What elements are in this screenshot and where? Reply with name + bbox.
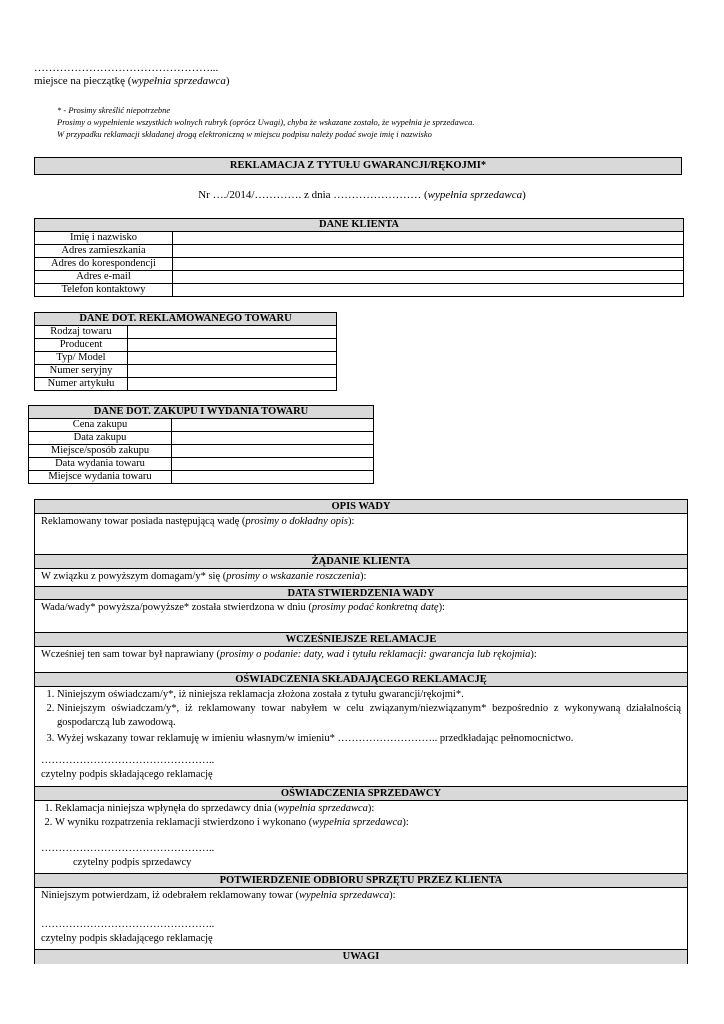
purchase-label: Data wydania towaru xyxy=(29,458,172,471)
client-statements-header: OŚWIADCZENIA SKŁADAJĄCEGO REKLAMACJĘ xyxy=(35,673,687,687)
purchase-field[interactable] xyxy=(172,419,374,432)
product-label: Numer artykułu xyxy=(35,378,128,391)
client-statement-item: 2. Niniejszym oświadczam/y*, iż reklamowany towar nabyłem w celu związanym/niezwiązanym* bezpośrednio z wykonywaną działalnością gospodarczą lub zawodową. xyxy=(57,702,681,730)
client-data-table xyxy=(34,218,684,297)
product-field[interactable] xyxy=(128,326,337,339)
product-field[interactable] xyxy=(128,339,337,352)
previous-claims-header: WCZEŚNIEJSZE RELAMACJE xyxy=(35,633,687,647)
client-statement-item: 1. Niniejszym oświadczam/y*, iż niniejsza reklamacja złożona została z tytułu gwarancji/rękojmi*. xyxy=(57,688,681,702)
demand-header: ŻĄDANIE KLIENTA xyxy=(35,555,687,569)
purchase-data-header: DANE DOT. ZAKUPU I WYDANIA TOWARU xyxy=(29,406,374,419)
demand-section[interactable] xyxy=(35,555,687,586)
seller-signature-dots[interactable]: ………………………………………….. xyxy=(41,843,215,854)
client-label: Imię i nazwisko xyxy=(35,232,173,245)
receipt-signature-dots[interactable]: ………………………………………….. xyxy=(41,919,215,930)
purchase-label: Miejsce wydania towaru xyxy=(29,471,172,484)
claim-sections xyxy=(34,499,688,964)
client-statement-item: 3. Wyżej wskazany towar reklamuję w imieniu własnym/w imieniu* ……………………….. przedkładając pełnomocnictwo. xyxy=(57,732,681,746)
seller-signature-label: czytelny podpis sprzedawcy xyxy=(73,857,192,868)
stamp-dots: …………………………………………... xyxy=(34,62,219,74)
purchase-field[interactable] xyxy=(172,458,374,471)
client-signature-dots[interactable]: ………………………………………….. xyxy=(41,755,215,766)
purchase-field[interactable] xyxy=(172,445,374,458)
seller-statements-header: OŚWIADCZENIA SPRZEDAWCY xyxy=(35,787,687,801)
product-data-header: DANE DOT. REKLAMOWANEGO TOWARU xyxy=(35,313,337,326)
seller-statement-item[interactable]: 1. Reklamacja niniejsza wpłynęła do sprzedawcy dnia (wypełnia sprzedawca): xyxy=(55,802,681,816)
instruction-2: Prosimy o wypełnienie wszystkich wolnych rubryk (oprócz Uwagi), chyba że wskazane zostało, że wypełnia je sprzedawca. xyxy=(57,117,475,127)
instruction-1: * - Prosimy skreślić niepotrzebne xyxy=(57,105,171,115)
product-field[interactable] xyxy=(128,378,337,391)
defect-text: Reklamowany towar posiada następującą wadę (prosimy o dokładny opis): xyxy=(41,516,355,527)
form-title: REKLAMACJA Z TYTUŁU GWARANCJI/RĘKOJMI* xyxy=(34,157,682,175)
client-label: Adres do korespondencji xyxy=(35,258,173,271)
client-field[interactable] xyxy=(173,245,684,258)
purchase-label: Data zakupu xyxy=(29,432,172,445)
product-field[interactable] xyxy=(128,352,337,365)
seller-statements-section xyxy=(35,787,687,874)
client-field[interactable] xyxy=(173,284,684,297)
defect-header: OPIS WADY xyxy=(35,500,687,514)
date-found-section[interactable] xyxy=(35,586,687,633)
receipt-text: Niniejszym potwierdzam, iż odebrałem reklamowany towar (wypełnia sprzedawca): xyxy=(41,890,396,901)
product-label: Typ/ Model xyxy=(35,352,128,365)
client-label: Adres e-mail xyxy=(35,271,173,284)
product-field[interactable] xyxy=(128,365,337,378)
previous-claims-text: Wcześniej ten sam towar był naprawiany (prosimy o podanie: daty, wad i tytułu reklamacji: gwarancja lub rękojmia): xyxy=(41,649,537,660)
product-label: Producent xyxy=(35,339,128,352)
stamp-label: miejsce na pieczątkę (wypełnia sprzedawca) xyxy=(34,75,230,87)
purchase-field[interactable] xyxy=(172,471,374,484)
product-label: Numer seryjny xyxy=(35,365,128,378)
purchase-label: Cena zakupu xyxy=(29,419,172,432)
product-label: Rodzaj towaru xyxy=(35,326,128,339)
client-field[interactable] xyxy=(173,258,684,271)
client-signature-label: czytelny podpis składającego reklamację xyxy=(41,769,213,780)
client-statements-section xyxy=(35,673,687,787)
client-field[interactable] xyxy=(173,271,684,284)
client-label: Telefon kontaktowy xyxy=(35,284,173,297)
receipt-signature-label: czytelny podpis składającego reklamację xyxy=(41,933,213,944)
defect-section[interactable] xyxy=(35,500,687,555)
receipt-header: POTWIERDZENIE ODBIORU SPRZĘTU PRZEZ KLIENTA xyxy=(35,874,687,888)
client-field[interactable] xyxy=(173,232,684,245)
product-data-table xyxy=(34,312,337,391)
seller-statement-item[interactable]: 2. W wyniku rozpatrzenia reklamacji stwierdzono i wykonano (wypełnia sprzedawca): xyxy=(55,816,681,830)
purchase-data-table xyxy=(28,405,374,484)
client-label: Adres zamieszkania xyxy=(35,245,173,258)
client-data-header: DANE KLIENTA xyxy=(35,219,684,232)
purchase-field[interactable] xyxy=(172,432,374,445)
purchase-label: Miejsce/sposób zakupu xyxy=(29,445,172,458)
remarks-header: UWAGI xyxy=(35,950,687,964)
instruction-3: W przypadku reklamacji składanej drogą elektroniczną w miejscu podpisu należy podać swoje imię i nazwisko xyxy=(57,129,432,139)
date-found-header: DATA STWIERDZENIA WADY xyxy=(35,586,687,600)
date-found-text: Wada/wady* powyższa/powyższe* została stwierdzona w dniu (prosimy podać konkretną datę): xyxy=(41,602,445,613)
receipt-section xyxy=(35,874,687,950)
previous-claims-section[interactable] xyxy=(35,633,687,673)
instructions xyxy=(57,104,475,140)
demand-text: W związku z powyższym domagam/y* się (prosimy o wskazanie roszczenia): xyxy=(41,571,367,582)
number-line[interactable]: Nr …./2014/…………. z dnia …………………… (wypełnia sprzedawca) xyxy=(198,189,526,201)
